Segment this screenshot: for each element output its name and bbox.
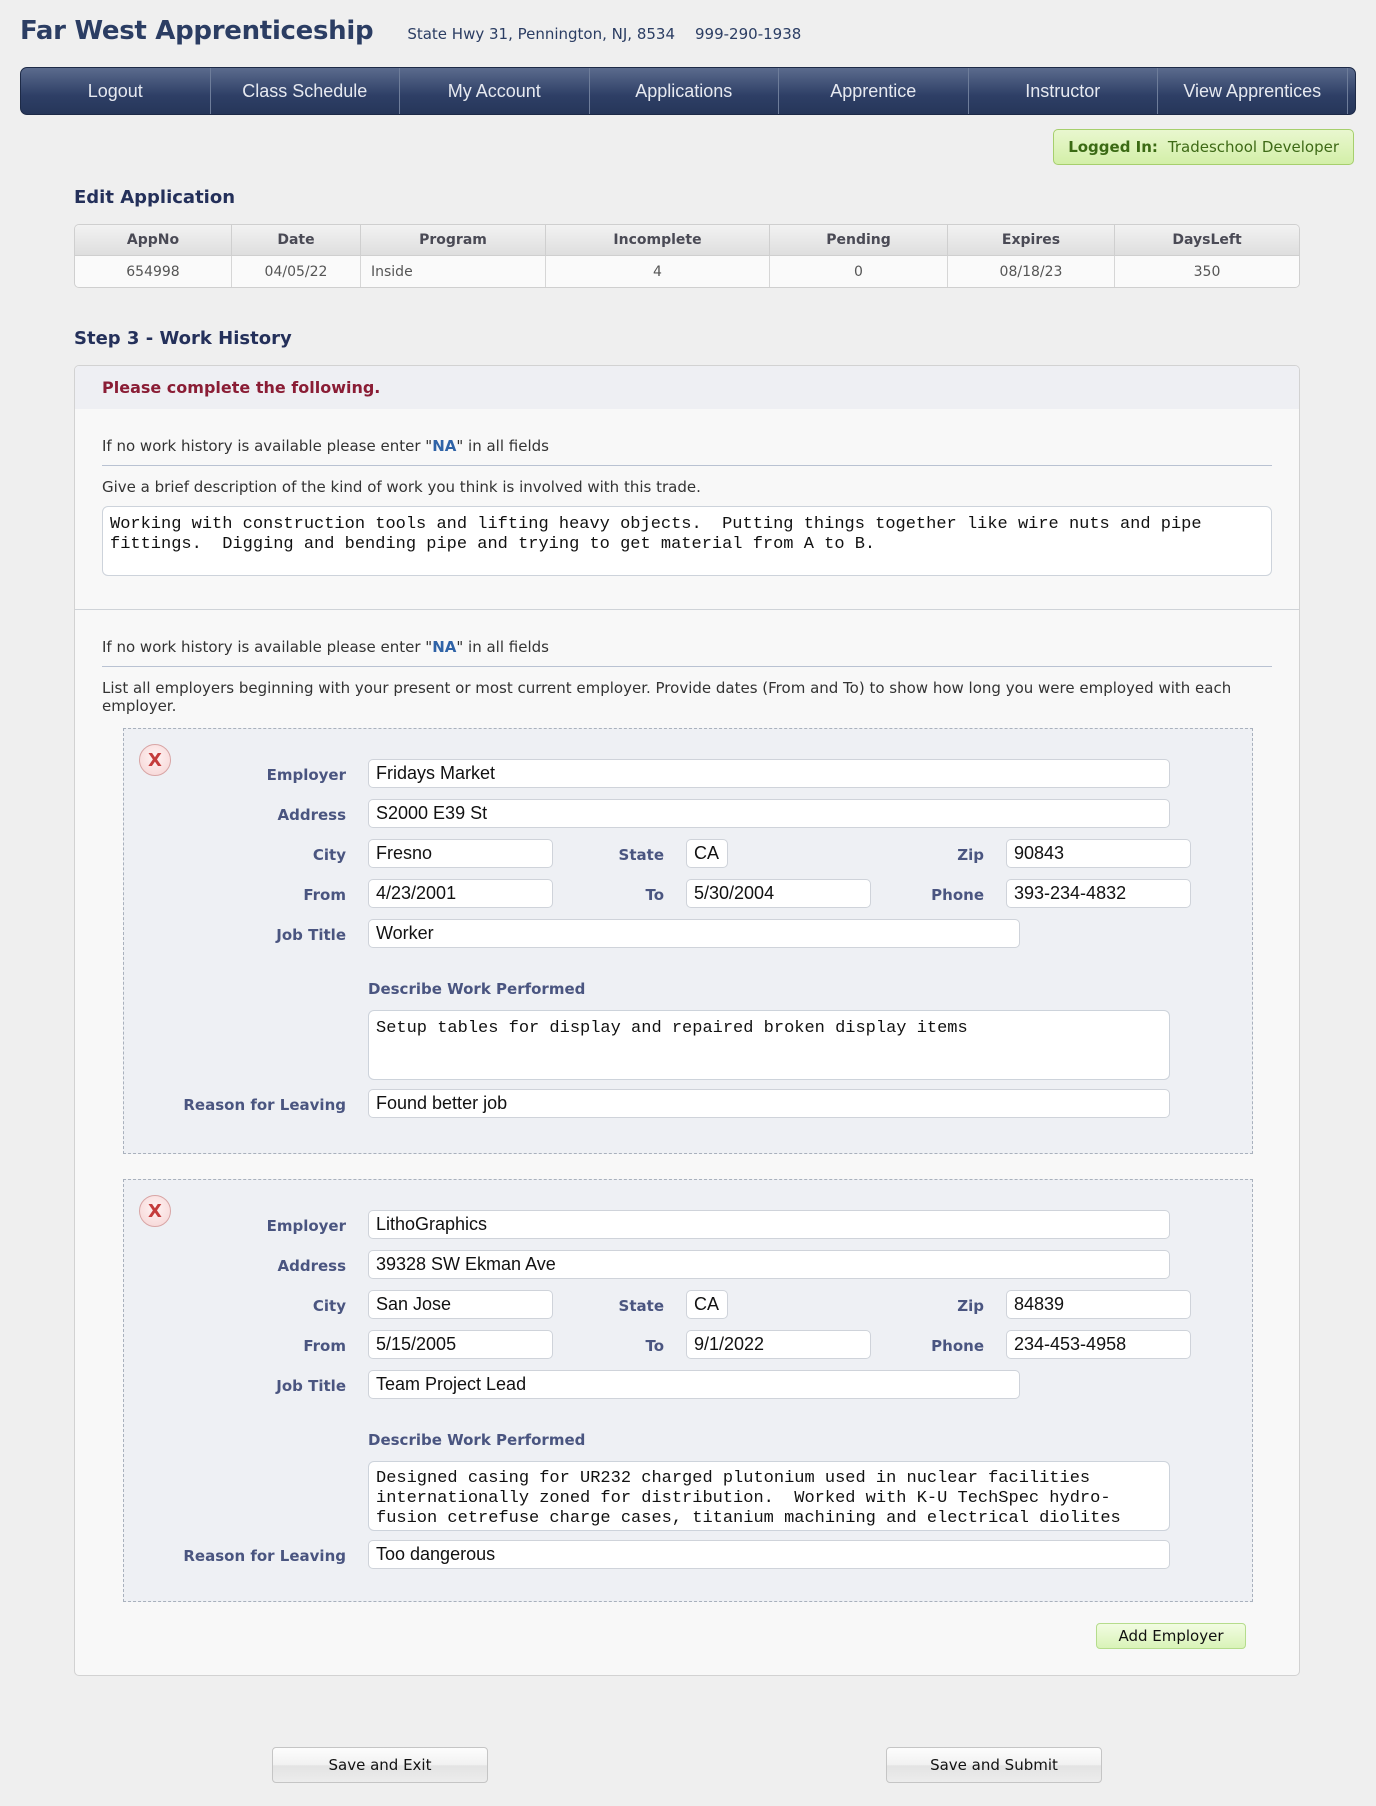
work-performed-textarea[interactable]: Designed casing for UR232 charged plutonium used in nuclear facilities internationally zoned for distribution. Worked with K-U TechSpec hydro-fusion cetrefuse charge cases, titanium machining and electrical diolites [368,1461,1170,1531]
na-instruction-2: If no work history is available please enter "NA" in all fields [102,638,549,656]
save-exit-button[interactable]: Save and Exit [272,1747,488,1783]
to-date-input[interactable]: 9/1/2022 [686,1330,871,1359]
to-date-input[interactable]: 5/30/2004 [686,879,871,908]
describe-work-label: Describe Work Performed [368,1431,586,1449]
nav-my-account[interactable]: My Account [400,68,590,114]
col-appno: AppNo [75,225,232,256]
site-header [20,16,801,46]
work-performed-textarea[interactable]: Setup tables for display and repaired broken display items [368,1010,1170,1080]
zip-input[interactable]: 90843 [1006,839,1191,868]
logged-in-badge [1053,129,1354,165]
address-input[interactable]: 39328 SW Ekman Ave [368,1250,1170,1279]
city-input[interactable]: Fresno [368,839,553,868]
logged-in-user: Tradeschool Developer [1167,138,1339,156]
employer-input[interactable]: LithoGraphics [368,1210,1170,1239]
zip-label: Zip [957,1297,984,1315]
notice-header: Please complete the following. [75,366,1299,409]
from-label: From [303,1337,346,1355]
to-label: To [645,886,664,904]
nav-class-schedule[interactable]: Class Schedule [211,68,401,114]
phone-input[interactable]: 393-234-4832 [1006,879,1191,908]
reason-leaving-input[interactable]: Found better job [368,1089,1170,1118]
divider [102,465,1272,466]
job-title-input[interactable]: Team Project Lead [368,1370,1020,1399]
job-title-label: Job Title [276,1377,346,1395]
zip-input[interactable]: 84839 [1006,1290,1191,1319]
phone-label: Phone [931,1337,984,1355]
col-pending: Pending [770,225,948,256]
employer-entry-2 [123,1179,1253,1602]
from-date-input[interactable]: 5/15/2005 [368,1330,553,1359]
trade-prompt: Give a brief description of the kind of work you think is involved with this trade. [102,478,701,496]
col-date: Date [232,225,361,256]
add-employer-button[interactable]: Add Employer [1096,1623,1246,1649]
state-input[interactable]: CA [686,1290,728,1319]
na-highlight: NA [432,437,457,455]
nav-apprentice[interactable]: Apprentice [779,68,969,114]
cell-incomplete: 4 [546,256,770,287]
reason-leaving-input[interactable]: Too dangerous [368,1540,1170,1569]
cell-daysleft: 350 [1115,256,1299,287]
col-program: Program [361,225,546,256]
state-label: State [618,846,664,864]
col-daysleft: DaysLeft [1115,225,1299,256]
job-title-label: Job Title [276,926,346,944]
from-label: From [303,886,346,904]
col-incomplete: Incomplete [546,225,770,256]
employer-entry-1 [123,728,1253,1154]
site-address: State Hwy 31, Pennington, NJ, 8534 [407,25,676,43]
remove-employer-button[interactable]: X [139,744,171,776]
table-header-row [75,225,1299,256]
application-summary-table [74,224,1300,288]
phone-input[interactable]: 234-453-4958 [1006,1330,1191,1359]
site-phone: 999-290-1938 [695,25,802,43]
address-label: Address [277,1257,346,1275]
na-highlight: NA [432,638,457,656]
remove-employer-button[interactable]: X [139,1195,171,1227]
save-submit-button[interactable]: Save and Submit [886,1747,1102,1783]
cell-pending: 0 [770,256,948,287]
describe-work-label: Describe Work Performed [368,980,586,998]
nav-instructor[interactable]: Instructor [969,68,1159,114]
reason-leaving-label: Reason for Leaving [183,1547,346,1565]
address-label: Address [277,806,346,824]
section-divider [75,609,1299,610]
address-input[interactable]: S2000 E39 St [368,799,1170,828]
zip-label: Zip [957,846,984,864]
state-input[interactable]: CA [686,839,728,868]
table-row [75,256,1299,287]
cell-appno: 654998 [75,256,232,287]
cell-program: Inside [361,256,546,287]
employer-input[interactable]: Fridays Market [368,759,1170,788]
employer-label: Employer [266,766,346,784]
reason-leaving-label: Reason for Leaving [183,1096,346,1114]
employers-prompt: List all employers beginning with your present or most current employer. Provide dates (From and To) to show how long you were employed with each employer. [102,679,1232,715]
na-instruction: If no work history is available please enter "NA" in all fields [102,437,549,455]
nav-view-apprentices[interactable]: View Apprentices [1158,68,1348,114]
city-label: City [312,846,346,864]
cell-expires: 08/18/23 [948,256,1115,287]
city-input[interactable]: San Jose [368,1290,553,1319]
main-nav [20,67,1356,115]
nav-logout[interactable]: Logout [21,68,211,114]
divider [102,666,1272,667]
nav-applications[interactable]: Applications [590,68,780,114]
job-title-input[interactable]: Worker [368,919,1020,948]
cell-date: 04/05/22 [232,256,361,287]
work-history-panel [74,365,1300,1676]
trade-description-textarea[interactable]: Working with construction tools and lifting heavy objects. Putting things together like wire nuts and pipe fittings. Digging and bending pipe and trying to get material from A to B. [102,506,1272,576]
logged-in-label: Logged In: [1068,138,1158,156]
to-label: To [645,1337,664,1355]
phone-label: Phone [931,886,984,904]
site-title: Far West Apprenticeship [20,16,374,46]
city-label: City [312,1297,346,1315]
state-label: State [618,1297,664,1315]
edit-application-title: Edit Application [74,187,236,208]
col-expires: Expires [948,225,1115,256]
employer-label: Employer [266,1217,346,1235]
step-title: Step 3 - Work History [74,328,292,349]
from-date-input[interactable]: 4/23/2001 [368,879,553,908]
